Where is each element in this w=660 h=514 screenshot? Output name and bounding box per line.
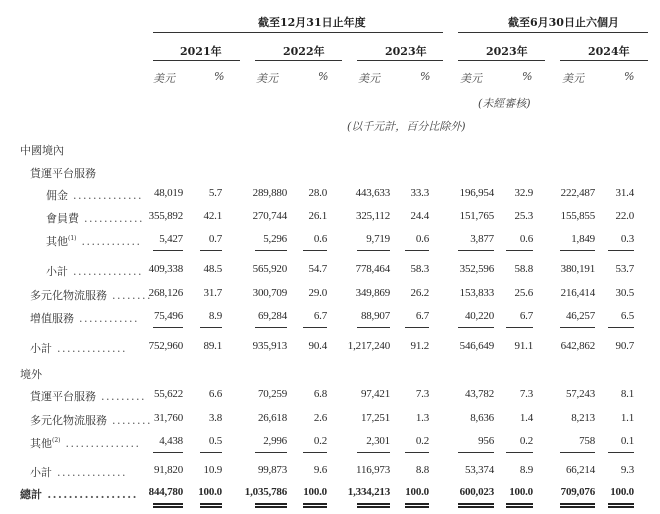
amount-cell: 97,421 [360, 388, 390, 400]
row-label-text: 佣金 [46, 189, 68, 202]
amount-cell: 26,618 [257, 412, 287, 424]
percent-cell: 100.0 [610, 486, 634, 498]
total-double-rule [405, 503, 429, 508]
row-label [30, 388, 146, 404]
leader-dots: ................. [42, 488, 138, 501]
amount-cell: 935,913 [252, 340, 287, 352]
percent-cell: 8.8 [415, 464, 429, 476]
amount-cell: 153,833 [459, 287, 494, 299]
year-rule-2022 [255, 60, 342, 61]
subtotal-rule [506, 250, 533, 251]
total-double-rule [357, 503, 390, 508]
leader-dots: ............ [79, 212, 144, 225]
subtotal-rule [153, 250, 183, 251]
amount-cell: 40,220 [464, 310, 494, 322]
percent-cell: 48.5 [203, 263, 222, 275]
amount-cell: 2,301 [366, 435, 390, 447]
total-double-rule [458, 503, 494, 508]
subtotal-rule [608, 250, 634, 251]
header-group-fiscal-year: 截至12月31日止年度 [258, 16, 366, 29]
row-label-text: 增值服務 [30, 312, 74, 325]
subtotal-rule [200, 250, 222, 251]
footnote-marker: (1) [68, 235, 77, 242]
amount-cell: 31,760 [153, 412, 183, 424]
subtotal-rule [303, 250, 327, 251]
percent-cell: 54.7 [308, 263, 327, 275]
leader-dots: ......... [96, 390, 146, 403]
unit-pct-header: % [522, 70, 533, 83]
amount-cell: 53,374 [464, 464, 494, 476]
row-label [46, 187, 143, 203]
percent-cell: 100.0 [198, 486, 222, 498]
row-label-text: 貨運平台服務 [30, 390, 96, 403]
header-year-2022: 2022年 [283, 45, 325, 58]
percent-cell: 8.1 [620, 388, 634, 400]
unit-pct-header: % [318, 70, 329, 83]
header-year-2024-h1: 2024年 [588, 45, 630, 58]
percent-cell: 0.6 [313, 233, 327, 245]
row-label [30, 464, 127, 480]
row-label-text: 小計 [30, 466, 52, 479]
section-freight-platform: 貨運平台服務 [30, 167, 96, 180]
unaudited-note: (未經審核) [478, 97, 531, 110]
percent-cell: 26.1 [308, 210, 327, 222]
header-year-2023-h1: 2023年 [486, 45, 528, 58]
amount-cell: 55,622 [153, 388, 183, 400]
amount-cell: 70,259 [257, 388, 287, 400]
subtotal-rule [153, 452, 183, 453]
percent-cell: 32.9 [514, 187, 533, 199]
unit-pct-header: % [214, 70, 225, 83]
percent-cell: 90.7 [615, 340, 634, 352]
row-label-text: 多元化物流服務 [30, 414, 107, 427]
amount-cell: 409,338 [148, 263, 183, 275]
amount-cell: 3,877 [470, 233, 494, 245]
leader-dots: ............ [74, 312, 139, 325]
amount-cell: 844,780 [148, 486, 183, 498]
amount-cell: 116,973 [356, 464, 390, 476]
total-double-rule [200, 503, 222, 508]
amount-cell: 1,217,240 [347, 340, 390, 352]
amount-cell: 325,112 [356, 210, 390, 222]
subtotal-rule [506, 327, 533, 328]
percent-cell: 3.8 [208, 412, 222, 424]
percent-cell: 26.2 [410, 287, 429, 299]
percent-cell: 1.3 [415, 412, 429, 424]
year-rule-2024-h1 [560, 60, 648, 61]
subtotal-rule [560, 452, 595, 453]
amount-cell: 151,765 [459, 210, 494, 222]
subtotal-rule [255, 452, 287, 453]
row-label [30, 435, 140, 451]
percent-cell: 6.6 [208, 388, 222, 400]
subtotal-rule [405, 452, 429, 453]
unit-amount-header: 美元 [562, 72, 584, 85]
unit-amount-header: 美元 [358, 72, 380, 85]
percent-cell: 42.1 [203, 210, 222, 222]
percent-cell: 91.2 [410, 340, 429, 352]
row-label-text: 其他 [30, 437, 52, 450]
percent-cell: 6.7 [313, 310, 327, 322]
amount-cell: 57,243 [565, 388, 595, 400]
amount-cell: 69,284 [257, 310, 287, 322]
subtotal-rule [458, 452, 494, 453]
amount-cell: 956 [478, 435, 494, 447]
amount-cell: 352,596 [459, 263, 494, 275]
header-rule-six-months [458, 32, 648, 33]
amount-cell: 565,920 [252, 263, 287, 275]
footnote-marker: (2) [52, 437, 61, 444]
percent-cell: 6.5 [620, 310, 634, 322]
percent-cell: 90.4 [308, 340, 327, 352]
total-double-rule [303, 503, 327, 508]
row-label [30, 310, 139, 326]
amount-cell: 758 [579, 435, 595, 447]
leader-dots: .............. [68, 265, 143, 278]
percent-cell: 0.3 [620, 233, 634, 245]
leader-dots: ........ [107, 289, 152, 302]
percent-cell: 1.1 [620, 412, 634, 424]
amount-cell: 600,023 [459, 486, 494, 498]
unit-pct-header: % [624, 70, 635, 83]
amount-cell: 355,892 [148, 210, 183, 222]
amount-cell: 289,880 [252, 187, 287, 199]
row-label-text: 總計 [20, 488, 42, 501]
subtotal-rule [560, 327, 595, 328]
amount-cell: 43,782 [464, 388, 494, 400]
amount-cell: 1,035,786 [244, 486, 287, 498]
percent-cell: 100.0 [303, 486, 327, 498]
percent-cell: 58.8 [514, 263, 533, 275]
percent-cell: 53.7 [615, 263, 634, 275]
row-label-text: 其他 [46, 235, 68, 248]
amount-cell: 88,907 [360, 310, 390, 322]
percent-cell: 8.9 [519, 464, 533, 476]
subtotal-rule [303, 327, 327, 328]
row-label [46, 263, 143, 279]
amount-cell: 268,126 [148, 287, 183, 299]
percent-cell: 0.7 [208, 233, 222, 245]
header-rule-fiscal-year [153, 32, 443, 33]
percent-cell: 100.0 [405, 486, 429, 498]
row-label-text: 會員費 [46, 212, 79, 225]
leader-dots: .............. [52, 466, 127, 479]
units-note: (以千元計，百分比除外) [347, 120, 466, 133]
subtotal-rule [560, 250, 595, 251]
amount-cell: 48,019 [153, 187, 183, 199]
percent-cell: 28.0 [308, 187, 327, 199]
percent-cell: 24.4 [410, 210, 429, 222]
percent-cell: 100.0 [509, 486, 533, 498]
amount-cell: 380,191 [560, 263, 595, 275]
percent-cell: 8.9 [208, 310, 222, 322]
percent-cell: 0.2 [415, 435, 429, 447]
row-label-text: 多元化物流服務 [30, 289, 107, 302]
total-double-rule [506, 503, 533, 508]
section-overseas: 境外 [20, 368, 42, 381]
amount-cell: 8,213 [571, 412, 595, 424]
subtotal-rule [255, 327, 287, 328]
unit-amount-header: 美元 [256, 72, 278, 85]
subtotal-rule [153, 327, 183, 328]
header-year-2021: 2021年 [180, 45, 222, 58]
amount-cell: 17,251 [360, 412, 390, 424]
row-label [30, 287, 152, 303]
unit-pct-header: % [420, 70, 431, 83]
amount-cell: 155,855 [560, 210, 595, 222]
amount-cell: 642,862 [560, 340, 595, 352]
total-double-rule [608, 503, 634, 508]
amount-cell: 91,820 [153, 464, 183, 476]
year-rule-2023-h1 [458, 60, 545, 61]
amount-cell: 8,636 [470, 412, 494, 424]
amount-cell: 443,633 [355, 187, 390, 199]
percent-cell: 6.8 [313, 388, 327, 400]
amount-cell: 216,414 [560, 287, 595, 299]
percent-cell: 0.5 [208, 435, 222, 447]
unit-amount-header: 美元 [460, 72, 482, 85]
percent-cell: 0.1 [620, 435, 634, 447]
total-double-rule [560, 503, 595, 508]
header-year-2023: 2023年 [385, 45, 427, 58]
unit-amount-header: 美元 [153, 72, 175, 85]
leader-dots: ........ [107, 414, 152, 427]
row-label [20, 486, 138, 502]
subtotal-rule [458, 250, 494, 251]
amount-cell: 4,438 [159, 435, 183, 447]
percent-cell: 31.4 [615, 187, 634, 199]
percent-cell: 29.0 [308, 287, 327, 299]
amount-cell: 99,873 [257, 464, 287, 476]
subtotal-rule [458, 327, 494, 328]
row-label-text: 小計 [46, 265, 68, 278]
amount-cell: 270,744 [252, 210, 287, 222]
amount-cell: 778,464 [355, 263, 390, 275]
subtotal-rule [608, 327, 634, 328]
subtotal-rule [357, 327, 390, 328]
total-double-rule [255, 503, 287, 508]
row-label-text: 小計 [30, 342, 52, 355]
percent-cell: 30.5 [615, 287, 634, 299]
percent-cell: 58.3 [410, 263, 429, 275]
amount-cell: 9,719 [366, 233, 390, 245]
percent-cell: 25.3 [514, 210, 533, 222]
subtotal-rule [608, 452, 634, 453]
row-label [30, 340, 127, 356]
amount-cell: 75,496 [153, 310, 183, 322]
percent-cell: 31.7 [203, 287, 222, 299]
amount-cell: 5,427 [159, 233, 183, 245]
row-label [46, 210, 144, 226]
amount-cell: 709,076 [560, 486, 595, 498]
percent-cell: 2.6 [313, 412, 327, 424]
percent-cell: 0.6 [415, 233, 429, 245]
subtotal-rule [303, 452, 327, 453]
amount-cell: 1,334,213 [347, 486, 390, 498]
percent-cell: 0.6 [519, 233, 533, 245]
row-label [30, 412, 152, 428]
subtotal-rule [255, 250, 287, 251]
percent-cell: 5.7 [208, 187, 222, 199]
total-double-rule [153, 503, 183, 508]
amount-cell: 752,960 [148, 340, 183, 352]
subtotal-rule [357, 452, 390, 453]
subtotal-rule [200, 452, 222, 453]
percent-cell: 22.0 [615, 210, 634, 222]
year-rule-2021 [153, 60, 240, 61]
percent-cell: 6.7 [519, 310, 533, 322]
percent-cell: 25.6 [514, 287, 533, 299]
subtotal-rule [200, 327, 222, 328]
percent-cell: 33.3 [410, 187, 429, 199]
leader-dots: .............. [52, 342, 127, 355]
header-group-six-months: 截至6月30日止六個月 [508, 16, 619, 29]
row-label [46, 233, 141, 249]
leader-dots: ............ [76, 235, 142, 248]
amount-cell: 66,214 [565, 464, 595, 476]
percent-cell: 0.2 [519, 435, 533, 447]
percent-cell: 6.7 [415, 310, 429, 322]
percent-cell: 89.1 [203, 340, 222, 352]
section-domestic: 中國境內 [20, 144, 64, 157]
percent-cell: 9.6 [313, 464, 327, 476]
amount-cell: 46,257 [565, 310, 595, 322]
subtotal-rule [506, 452, 533, 453]
amount-cell: 222,487 [560, 187, 595, 199]
year-rule-2023 [357, 60, 443, 61]
subtotal-rule [405, 250, 429, 251]
percent-cell: 9.3 [620, 464, 634, 476]
amount-cell: 196,954 [459, 187, 494, 199]
amount-cell: 546,649 [459, 340, 494, 352]
percent-cell: 0.2 [313, 435, 327, 447]
amount-cell: 1,849 [571, 233, 595, 245]
subtotal-rule [357, 250, 390, 251]
leader-dots: .............. [68, 189, 143, 202]
percent-cell: 1.4 [519, 412, 533, 424]
subtotal-rule [405, 327, 429, 328]
amount-cell: 349,869 [355, 287, 390, 299]
percent-cell: 91.1 [514, 340, 533, 352]
amount-cell: 2,996 [263, 435, 287, 447]
percent-cell: 7.3 [415, 388, 429, 400]
percent-cell: 10.9 [203, 464, 222, 476]
percent-cell: 7.3 [519, 388, 533, 400]
amount-cell: 300,709 [252, 287, 287, 299]
leader-dots: ............... [60, 437, 141, 450]
amount-cell: 5,296 [263, 233, 287, 245]
